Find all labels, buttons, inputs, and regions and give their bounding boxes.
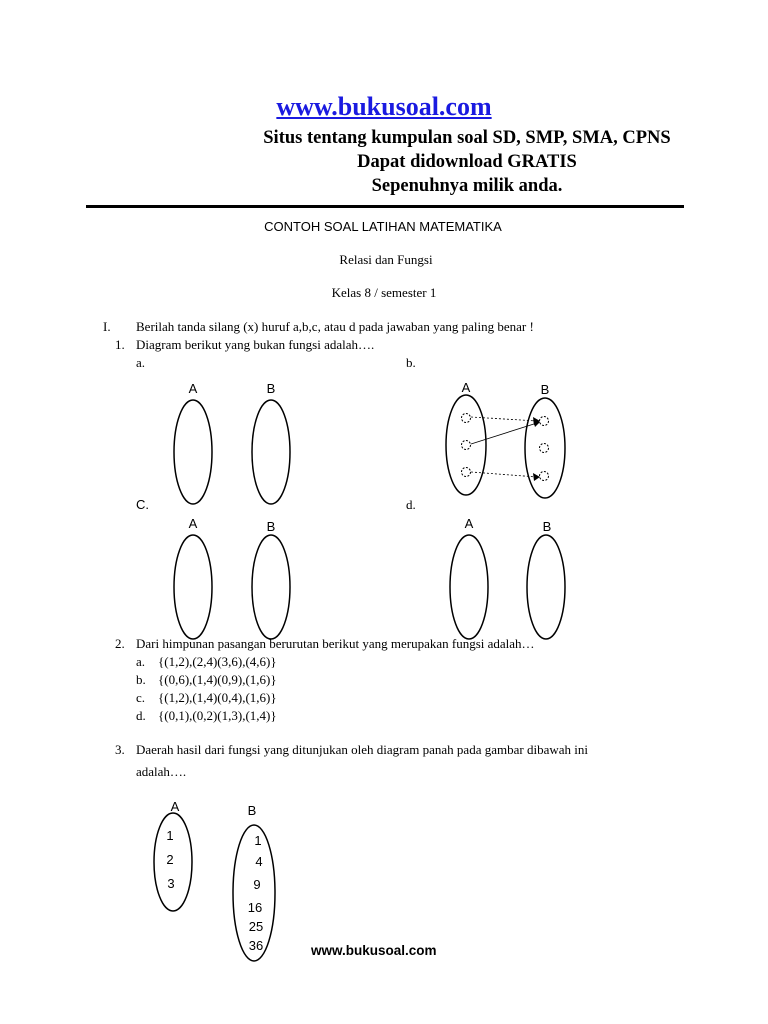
q3-set-a-label: A: [170, 799, 180, 814]
q3-text-line-2: adalah….: [136, 764, 187, 779]
q1-text: Diagram berikut yang bukan fungsi adalah….: [136, 337, 375, 352]
document-title: CONTOH SOAL LATIHAN MATEMATIKA: [264, 219, 502, 234]
q3-text-line-1: Daerah hasil dari fungsi yang ditunjukan oleh diagram panah pada gambar dibawah ini: [136, 742, 588, 757]
q2-text: Dari himpunan pasangan berurutan berikut yang merupakan fungsi adalah…: [136, 636, 535, 651]
q2-option-a-letter: a.: [136, 654, 146, 669]
q1-option-b-letter: b.: [406, 355, 416, 370]
q2-option-a-text: {(1,2),(2,4)(3,6),(4,6)}: [158, 654, 277, 669]
q1-c-set-a-label: A: [188, 516, 198, 531]
q3-set-b-value: 9: [253, 877, 261, 892]
q3-set-a-value: 1: [166, 828, 174, 843]
q1-b-set-a-label: A: [461, 380, 471, 395]
q3-set-b-label: B: [247, 803, 257, 818]
q1-d-set-b-label: B: [542, 519, 552, 534]
document-topic: Relasi dan Fungsi: [339, 252, 433, 267]
tagline-line-1: Situs tentang kumpulan soal SD, SMP, SMA, CPNS: [263, 128, 671, 148]
q2-option-d-text: {(0,1),(0,2)(1,3),(1,4)}: [158, 708, 277, 723]
tagline-line-2: Dapat didownload GRATIS: [357, 152, 577, 172]
tagline-line-3: Sepenuhnya milik anda.: [371, 176, 563, 196]
q1-b-set-b-label: B: [540, 382, 550, 397]
q1-number: 1.: [115, 337, 125, 352]
q3-set-b-value: 16: [247, 900, 263, 915]
q1-a-set-b-label: B: [266, 381, 276, 396]
q3-set-b-value: 1: [254, 833, 262, 848]
q2-number: 2.: [115, 636, 125, 651]
site-link[interactable]: www.bukusoal.com: [276, 92, 492, 121]
q3-set-b-value: 25: [248, 919, 264, 934]
q3-set-a-value: 2: [166, 852, 174, 867]
footer-watermark[interactable]: www.bukusoal.com: [311, 943, 437, 958]
q1-option-c-letter: C.: [136, 497, 149, 512]
document-grade: Kelas 8 / semester 1: [331, 285, 437, 300]
q2-option-c-letter: c.: [136, 690, 146, 705]
q3-set-b-value: 4: [255, 854, 263, 869]
q2-option-b-letter: b.: [136, 672, 146, 687]
q1-c-set-b-label: B: [266, 519, 276, 534]
q3-set-b-value: 36: [248, 938, 264, 953]
q2-option-d-letter: d.: [136, 708, 146, 723]
q3-set-a-value: 3: [167, 876, 175, 891]
q1-option-d-letter: d.: [406, 497, 416, 512]
q2-option-b-text: {(0,6),(1,4)(0,9),(1,6)}: [158, 672, 277, 687]
section-instruction: Berilah tanda silang (x) huruf a,b,c, atau d pada jawaban yang paling benar !: [136, 319, 534, 334]
section-number: I.: [103, 319, 111, 334]
q1-a-set-a-label: A: [188, 381, 198, 396]
q1-d-set-a-label: A: [464, 516, 474, 531]
q2-option-c-text: {(1,2),(1,4)(0,4),(1,6)}: [158, 690, 277, 705]
q1-option-a-letter: a.: [136, 355, 146, 370]
q3-number: 3.: [115, 742, 125, 757]
